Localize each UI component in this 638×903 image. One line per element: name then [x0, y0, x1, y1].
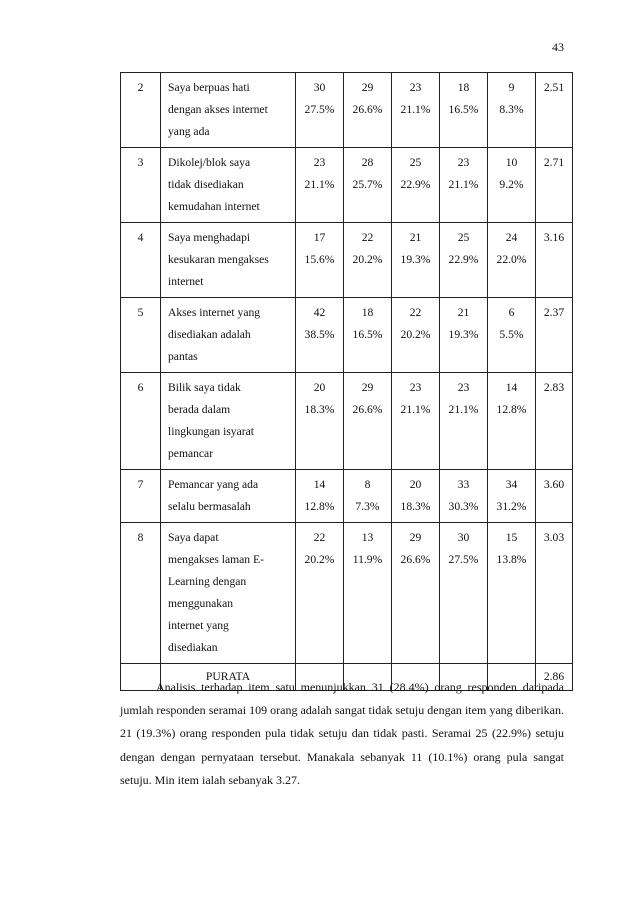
response-count: 29 — [409, 531, 422, 544]
response-cell — [488, 470, 536, 523]
item-statement-cell — [161, 470, 296, 523]
response-percent: 16.5% — [448, 103, 479, 116]
item-statement-line: menggunakan — [168, 597, 234, 610]
response-percent: 8.3% — [499, 103, 524, 116]
response-percent: 18.3% — [400, 500, 431, 513]
page-number: 43 — [552, 40, 564, 54]
response-cell — [440, 373, 488, 470]
mean-cell: 2.37 — [536, 298, 573, 373]
response-count: 30 — [313, 81, 326, 94]
response-percent: 26.6% — [400, 553, 431, 566]
response-count: 22 — [313, 531, 326, 544]
response-count: 17 — [313, 231, 326, 244]
mean-cell: 2.83 — [536, 373, 573, 470]
response-count: 24 — [505, 231, 518, 244]
response-cell — [440, 73, 488, 148]
item-statement-line: Saya berpuas hati — [168, 81, 250, 94]
item-statement-cell — [161, 223, 296, 298]
response-percent: 12.8% — [496, 403, 527, 416]
response-cell — [440, 148, 488, 223]
response-cell — [344, 523, 392, 664]
response-percent: 15.6% — [304, 253, 335, 266]
summary-label: PURATA — [161, 664, 296, 691]
response-count: 33 — [457, 478, 470, 491]
response-cell — [392, 298, 440, 373]
analysis-paragraph — [120, 676, 564, 792]
response-percent: 20.2% — [304, 553, 335, 566]
row-number-cell: 2 — [121, 73, 161, 148]
response-count: 25 — [457, 231, 470, 244]
response-cell — [296, 298, 344, 373]
item-statement-cell — [161, 298, 296, 373]
item-statement-line: internet yang — [168, 619, 229, 632]
response-count: 23 — [409, 81, 422, 94]
item-statement-cell — [161, 73, 296, 148]
table-body — [121, 73, 573, 691]
item-statement-cell — [161, 523, 296, 664]
row-number-cell: 8 — [121, 523, 161, 664]
response-count: 42 — [313, 306, 326, 319]
response-percent: 13.8% — [496, 553, 527, 566]
mean-cell: 3.03 — [536, 523, 573, 664]
response-cell — [296, 223, 344, 298]
row-number-cell: 3 — [121, 148, 161, 223]
response-percent: 7.3% — [355, 500, 380, 513]
item-statement-line: kemudahan internet — [168, 200, 260, 213]
response-percent: 16.5% — [352, 328, 383, 341]
response-count: 10 — [505, 156, 518, 169]
item-statement-line: Akses internet yang — [168, 306, 261, 319]
response-count: 25 — [409, 156, 422, 169]
response-count: 14 — [313, 478, 326, 491]
item-statement-line: Learning dengan — [168, 575, 247, 588]
response-cell — [440, 298, 488, 373]
table-row — [121, 373, 573, 470]
response-cell — [344, 73, 392, 148]
item-statement-line: Saya menghadapi — [168, 231, 251, 244]
response-cell — [296, 373, 344, 470]
response-count: 21 — [457, 306, 470, 319]
item-statement-line: lingkungan isyarat — [168, 425, 254, 438]
analysis-text: Analisis terhadap item satu menunjukkan 31 (28.4%) orang responden daripada jumlah responden seramai 109 orang adalah sangat tidak setuju dengan item yang diberikan. 21 (19.3%) orang responden pula tidak setuju dan tidak pasti. Seramai 25 (22.9%) setuju dengan dengan pernyataan tersebut. Manakala sebanyak 11 (10.1%) orang pula sangat setuju. Min item ialah sebanyak 3.27. — [120, 680, 564, 787]
response-cell — [296, 470, 344, 523]
response-percent: 21.1% — [400, 403, 431, 416]
response-percent: 19.3% — [400, 253, 431, 266]
mean-cell: 2.51 — [536, 73, 573, 148]
response-count: 9 — [508, 81, 515, 94]
response-cell — [344, 223, 392, 298]
response-cell — [488, 73, 536, 148]
item-statement-line: kesukaran mengakses — [168, 253, 269, 266]
response-count: 18 — [361, 306, 374, 319]
item-statement-line: pantas — [168, 350, 198, 363]
response-cell — [392, 523, 440, 664]
summary-mean: 2.86 — [536, 664, 573, 691]
response-count: 23 — [457, 381, 470, 394]
table-row — [121, 223, 573, 298]
response-cell — [392, 223, 440, 298]
response-cell — [344, 148, 392, 223]
response-cell — [488, 523, 536, 664]
item-statement-line: Dikolej/blok saya — [168, 156, 251, 169]
response-percent: 26.6% — [352, 403, 383, 416]
response-percent: 12.8% — [304, 500, 335, 513]
response-cell — [344, 470, 392, 523]
response-cell — [440, 470, 488, 523]
response-count: 23 — [457, 156, 470, 169]
response-count: 15 — [505, 531, 518, 544]
response-count: 22 — [409, 306, 422, 319]
item-statement-line: mengakses laman E- — [168, 553, 264, 566]
response-count: 21 — [409, 231, 422, 244]
row-number-cell: 5 — [121, 298, 161, 373]
response-percent: 18.3% — [304, 403, 335, 416]
response-count: 34 — [505, 478, 518, 491]
response-percent: 21.1% — [448, 178, 479, 191]
response-percent: 21.1% — [400, 103, 431, 116]
row-number-cell: 7 — [121, 470, 161, 523]
response-count: 8 — [364, 478, 371, 491]
response-percent: 22.0% — [496, 253, 527, 266]
response-percent: 20.2% — [400, 328, 431, 341]
row-number-cell: 4 — [121, 223, 161, 298]
response-cell — [392, 373, 440, 470]
item-statement-line: tidak disediakan — [168, 178, 244, 191]
table-row — [121, 298, 573, 373]
item-statement-line: yang ada — [168, 125, 210, 138]
response-percent: 11.9% — [352, 553, 383, 566]
table-row — [121, 73, 573, 148]
item-statement-cell — [161, 148, 296, 223]
response-count: 18 — [457, 81, 470, 94]
response-count: 20 — [313, 381, 326, 394]
response-count: 14 — [505, 381, 518, 394]
response-percent: 25.7% — [352, 178, 383, 191]
response-count: 29 — [361, 381, 374, 394]
response-percent: 22.9% — [400, 178, 431, 191]
table-row — [121, 470, 573, 523]
response-percent: 27.5% — [304, 103, 335, 116]
response-percent: 20.2% — [352, 253, 383, 266]
response-count: 23 — [313, 156, 326, 169]
item-statement-line: Bilik saya tidak — [168, 381, 241, 394]
response-percent: 26.6% — [352, 103, 383, 116]
response-count: 22 — [361, 231, 374, 244]
item-statement-line: berada dalam — [168, 403, 231, 416]
response-percent: 19.3% — [448, 328, 479, 341]
mean-cell: 2.71 — [536, 148, 573, 223]
response-cell — [488, 373, 536, 470]
response-count: 28 — [361, 156, 374, 169]
item-statement-line: Pemancar yang ada — [168, 478, 259, 491]
response-cell — [344, 298, 392, 373]
item-statement-cell — [161, 373, 296, 470]
survey-results-table — [120, 72, 573, 691]
response-percent: 9.2% — [499, 178, 524, 191]
response-count: 6 — [508, 306, 515, 319]
item-statement-line: Saya dapat — [168, 531, 219, 544]
response-cell — [296, 73, 344, 148]
response-cell — [488, 223, 536, 298]
table-row — [121, 148, 573, 223]
response-cell — [392, 470, 440, 523]
response-cell — [296, 523, 344, 664]
response-percent: 38.5% — [304, 328, 335, 341]
response-count: 20 — [409, 478, 422, 491]
response-cell — [440, 523, 488, 664]
row-number-cell: 6 — [121, 373, 161, 470]
response-cell — [392, 73, 440, 148]
response-percent: 21.1% — [448, 403, 479, 416]
mean-cell: 3.60 — [536, 470, 573, 523]
response-percent: 22.9% — [448, 253, 479, 266]
response-cell — [392, 148, 440, 223]
response-cell — [344, 373, 392, 470]
response-count: 23 — [409, 381, 422, 394]
item-statement-line: pemancar — [168, 447, 214, 460]
item-statement-line: disediakan — [168, 641, 218, 654]
response-count: 30 — [457, 531, 470, 544]
response-count: 29 — [361, 81, 374, 94]
response-percent: 21.1% — [304, 178, 335, 191]
response-cell — [296, 148, 344, 223]
response-percent: 27.5% — [448, 553, 479, 566]
item-statement-line: dengan akses internet — [168, 103, 268, 116]
table-row — [121, 523, 573, 664]
item-statement-line: selalu bermasalah — [168, 500, 251, 513]
item-statement-line: internet — [168, 275, 204, 288]
response-cell — [440, 223, 488, 298]
response-cell — [488, 298, 536, 373]
response-count: 13 — [361, 531, 374, 544]
item-statement-line: disediakan adalah — [168, 328, 251, 341]
response-cell — [488, 148, 536, 223]
mean-cell: 3.16 — [536, 223, 573, 298]
response-percent: 30.3% — [448, 500, 479, 513]
response-percent: 31.2% — [496, 500, 527, 513]
response-percent: 5.5% — [499, 328, 524, 341]
